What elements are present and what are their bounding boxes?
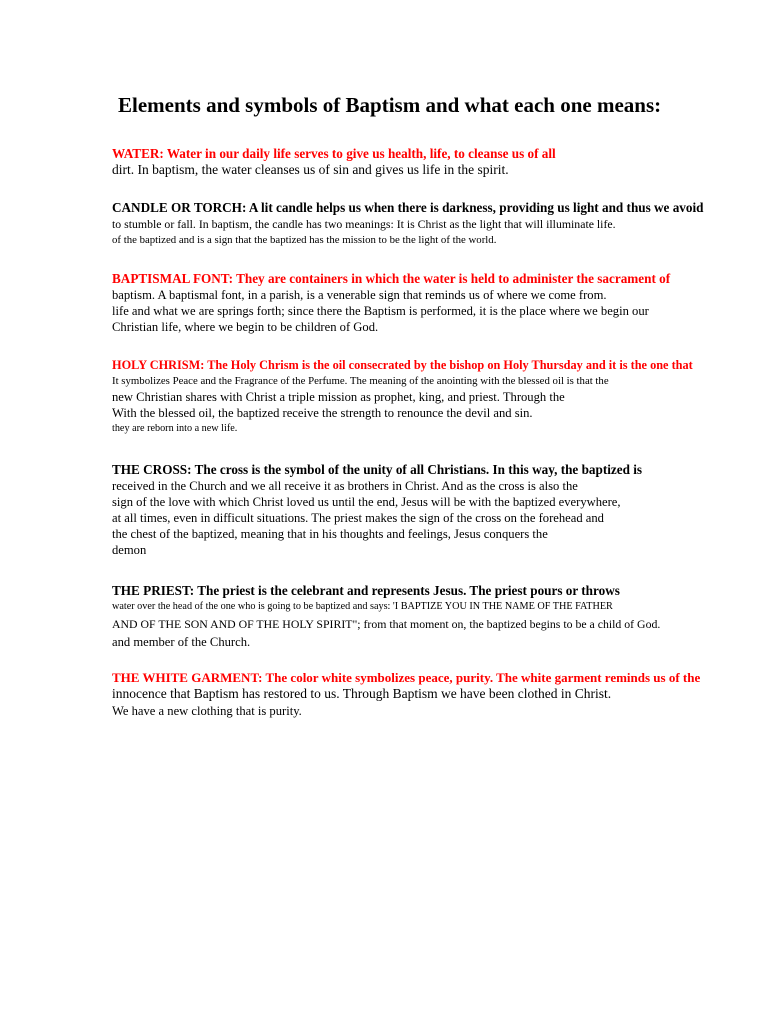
- section-cross-line: sign of the love with which Christ loved us until the end, Jesus will be with the baptized everywhere,: [112, 495, 621, 509]
- section-candle-line: to stumble or fall. In baptism, the candle has two meanings: It is Christ as the light that will illuminate life.: [112, 217, 616, 231]
- section-cross-line: at all times, even in difficult situations. The priest makes the sign of the cross on the forehead and: [112, 511, 604, 525]
- section-baptismal-font: [112, 271, 768, 335]
- section-holy-chrism-line: It symbolizes Peace and the Fragrance of the Perfume. The meaning of the anointing with the blessed oil is that the: [112, 375, 609, 387]
- section-cross-line: received in the Church and we all receive it as brothers in Christ. And as the cross is also the: [112, 479, 578, 493]
- section-candle-heading: CANDLE OR TORCH: A lit candle helps us when there is darkness, providing us light and thus we avoid: [112, 200, 704, 215]
- section-cross-line: the chest of the baptized, meaning that in his thoughts and feelings, Jesus conquers the: [112, 527, 548, 541]
- section-white-garment-line: We have a new clothing that is purity.: [112, 703, 302, 718]
- section-white-garment: [112, 670, 768, 719]
- section-baptismal-font-line: Christian life, where we begin to be children of God.: [112, 320, 379, 334]
- section-priest: [112, 583, 768, 650]
- page-title: Elements and symbols of Baptism and what each one means:: [118, 93, 662, 117]
- section-baptismal-font-line: life and what we are springs forth; since there the Baptism is performed, it is the place where we begin our: [112, 304, 649, 318]
- section-holy-chrism-line: they are reborn into a new life.: [112, 423, 238, 434]
- section-priest-line: water over the head of the one who is going to be baptized and says: 'I BAPTIZE YOU IN THE NAME OF THE FATHER: [112, 601, 613, 612]
- section-cross-line: demon: [112, 543, 147, 557]
- section-water: [112, 146, 768, 179]
- section-priest-line: AND OF THE SON AND OF THE HOLY SPIRIT"; from that moment on, the baptized begins to be a child of God.: [112, 617, 661, 631]
- section-priest-line: and member of the Church.: [112, 635, 251, 649]
- section-cross: [112, 462, 768, 558]
- section-baptismal-font-heading: BAPTISMAL FONT: They are containers in which the water is held to administer the sacrament of: [112, 271, 671, 286]
- section-water-line: dirt. In baptism, the water cleanses us of sin and gives us life in the spirit.: [112, 162, 509, 177]
- section-holy-chrism: [112, 357, 768, 436]
- section-candle-line: of the baptized and is a sign that the baptized has the mission to be the light of the world.: [112, 234, 497, 246]
- section-white-garment-line: innocence that Baptism has restored to us. Through Baptism we have been clothed in Christ.: [112, 686, 612, 701]
- section-holy-chrism-line: With the blessed oil, the baptized receive the strength to renounce the devil and sin.: [112, 406, 533, 420]
- section-water-heading: WATER: Water in our daily life serves to give us health, life, to cleanse us of all: [112, 146, 556, 161]
- section-cross-heading: THE CROSS: The cross is the symbol of the unity of all Christians. In this way, the baptized is: [112, 462, 643, 477]
- section-candle: [112, 200, 768, 248]
- section-white-garment-heading: THE WHITE GARMENT: The color white symbolizes peace, purity. The white garment reminds us of the: [112, 670, 701, 685]
- section-baptismal-font-line: baptism. A baptismal font, in a parish, is a venerable sign that reminds us of where we come from.: [112, 288, 607, 302]
- section-priest-heading: THE PRIEST: The priest is the celebrant and represents Jesus. The priest pours or throws: [112, 583, 620, 598]
- section-holy-chrism-line: new Christian shares with Christ a triple mission as prophet, king, and priest. Through the: [112, 390, 565, 404]
- section-holy-chrism-heading: HOLY CHRISM: The Holy Chrism is the oil consecrated by the bishop on Holy Thursday and it is the one that: [112, 358, 693, 372]
